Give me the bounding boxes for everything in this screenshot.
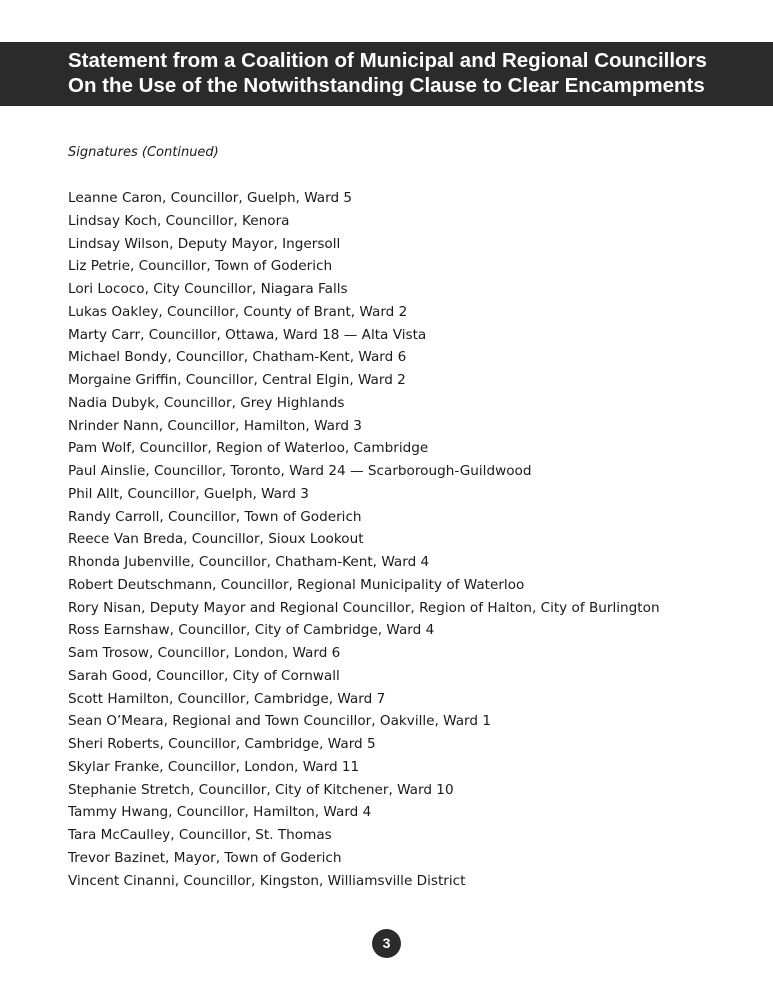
signature-item: Robert Deutschmann, Councillor, Regional Municipality of Waterloo xyxy=(68,576,525,593)
signature-item: Nadia Dubyk, Councillor, Grey Highlands xyxy=(68,394,345,411)
section-label: Signatures (Continued) xyxy=(68,145,219,160)
signature-item: Morgaine Griffin, Councillor, Central Elgin, Ward 2 xyxy=(68,372,406,388)
signature-item: Leanne Caron, Councillor, Guelph, Ward 5 xyxy=(68,190,353,206)
page-number-badge: 3 xyxy=(372,929,401,958)
signature-item: Lindsay Koch, Councillor, Kenora xyxy=(68,212,290,229)
signature-item: Randy Carroll, Councillor, Town of Goderich xyxy=(68,508,362,525)
signature-item: Sheri Roberts, Councillor, Cambridge, Ward 5 xyxy=(68,736,376,752)
signature-item: Pam Wolf, Councillor, Region of Waterloo, Cambridge xyxy=(68,440,429,457)
signature-item: Vincent Cinanni, Councillor, Kingston, Williamsville District xyxy=(68,872,466,889)
signature-item: Sam Trosow, Councillor, London, Ward 6 xyxy=(68,645,341,661)
signature-item: Rhonda Jubenville, Councillor, Chatham-Kent, Ward 4 xyxy=(68,554,430,570)
signature-item: Ross Earnshaw, Councillor, City of Cambridge, Ward 4 xyxy=(68,622,435,639)
signature-item: Sean O’Meara, Regional and Town Councillor, Oakville, Ward 1 xyxy=(68,713,492,730)
signature-item: Lukas Oakley, Councillor, County of Brant, Ward 2 xyxy=(68,303,408,320)
signature-item: Stephanie Stretch, Councillor, City of Kitchener, Ward 10 xyxy=(68,781,454,798)
signature-item: Sarah Good, Councillor, City of Cornwall xyxy=(68,667,340,684)
title-line-2: On the Use of the Notwithstanding Clause to Clear Encampments xyxy=(68,74,705,97)
signature-item: Tammy Hwang, Councillor, Hamilton, Ward 4 xyxy=(68,804,372,821)
signature-item: Liz Petrie, Councillor, Town of Goderich xyxy=(68,258,333,275)
signature-item: Rory Nisan, Deputy Mayor and Regional Councillor, Region of Halton, City of Burlington xyxy=(68,599,660,616)
signature-item: Nrinder Nann, Councillor, Hamilton, Ward 3 xyxy=(68,417,362,434)
signature-item: Scott Hamilton, Councillor, Cambridge, Ward 7 xyxy=(68,690,386,707)
signature-item: Phil Allt, Councillor, Guelph, Ward 3 xyxy=(68,485,309,502)
signature-item: Marty Carr, Councillor, Ottawa, Ward 18 — Alta Vista xyxy=(68,326,427,343)
signature-item: Paul Ainslie, Councillor, Toronto, Ward 24 — Scarborough-Guildwood xyxy=(68,463,532,479)
signature-item: Skylar Franke, Councillor, London, Ward 11 xyxy=(68,758,360,775)
signature-item: Tara McCaulley, Councillor, St. Thomas xyxy=(68,827,332,843)
signature-list xyxy=(68,187,758,892)
signature-item: Lindsay Wilson, Deputy Mayor, Ingersoll xyxy=(68,235,341,252)
signature-item: Reece Van Breda, Councillor, Sioux Lookout xyxy=(68,531,364,548)
signature-item: Michael Bondy, Councillor, Chatham-Kent, Ward 6 xyxy=(68,349,407,366)
title-line-1: Statement from a Coalition of Municipal and Regional Councillors xyxy=(68,49,707,72)
signature-item: Trevor Bazinet, Mayor, Town of Goderich xyxy=(68,849,342,866)
document-title xyxy=(68,48,758,98)
signature-item: Lori Lococo, City Councillor, Niagara Falls xyxy=(68,281,348,297)
